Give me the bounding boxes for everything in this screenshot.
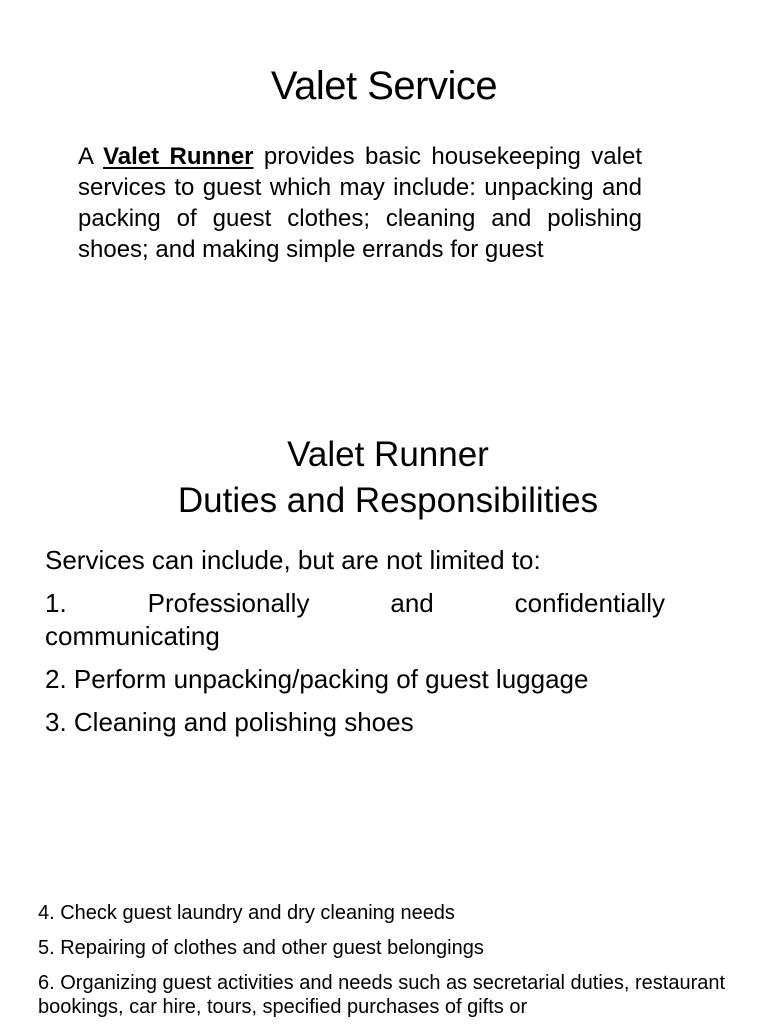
- list-item: 6. Organizing guest activities and needs such as secretarial duties, restaurant bookings, car hire, tours, specified purchases of gifts or: [38, 972, 726, 1018]
- services-list: [45, 544, 665, 749]
- slide-duties: [0, 384, 768, 864]
- list-item: 4. Check guest laundry and dry cleaning needs: [38, 902, 455, 924]
- title-line-2: Duties and Responsibilities: [177, 481, 599, 520]
- more-services-list: [38, 901, 738, 1024]
- list-item: [45, 587, 665, 653]
- title-line-1: Valet Runner: [287, 435, 489, 474]
- intro-rest: provides basic housekeeping valet services to guest which may include: unpacking and packing of guest clothes; cleaning and polishing shoes; and making simple errands for guest: [78, 143, 642, 263]
- intro-prefix: A: [78, 143, 104, 170]
- list-item: 3. Cleaning and polishing shoes: [45, 707, 414, 737]
- list-item: 2. Perform unpacking/packing of guest luggage: [45, 664, 589, 694]
- slide-title: Valet Service: [270, 64, 498, 108]
- list-item-row-2: communicating: [45, 621, 220, 651]
- slide-more-duties: [0, 864, 768, 1024]
- list-item: 5. Repairing of clothes and other guest belongings: [38, 937, 484, 959]
- intro-paragraph: [78, 141, 642, 265]
- slide-title: [0, 432, 768, 524]
- slide-valet-service: [0, 0, 768, 384]
- valet-runner-keyword: Valet Runner: [103, 143, 254, 170]
- list-item-row-1: 1. Professionally and confidentially: [45, 588, 665, 618]
- services-lead: Services can include, but are not limited to:: [45, 545, 541, 575]
